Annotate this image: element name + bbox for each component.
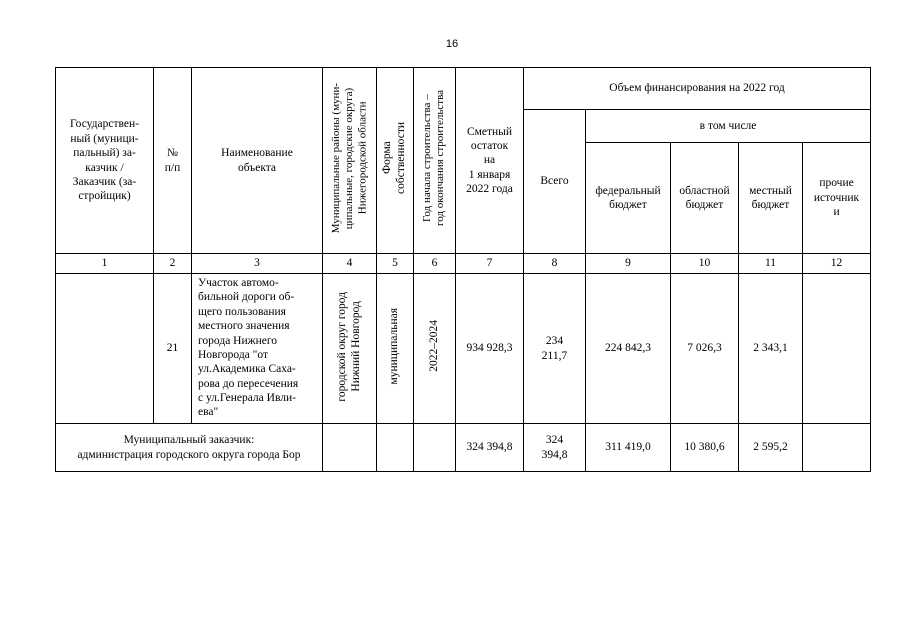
header-local <box>739 143 803 254</box>
row-other <box>803 274 871 424</box>
summary-federal: 311 419,0 <box>586 424 671 472</box>
row-district-text: городской округ город Нижний Новгород <box>335 291 362 402</box>
row-customer <box>56 274 154 424</box>
column-number: 11 <box>739 254 803 274</box>
header-regional-text: областной бюджет <box>679 184 730 211</box>
summary-total <box>524 424 586 472</box>
summary-local: 2 595,2 <box>739 424 803 472</box>
header-including <box>586 110 871 143</box>
column-number: 8 <box>524 254 586 274</box>
header-customer-text: Государствен- ный (муници- пальный) за- казчик / Заказчик (за- стройщик) <box>70 118 139 203</box>
row-total-text: 234 211,7 <box>541 335 568 362</box>
row-years-text: 2022–2024 <box>427 320 440 373</box>
header-object-name-text: Наименование объекта <box>221 147 293 174</box>
header-including-text: в том числе <box>699 119 757 132</box>
header-regional <box>671 143 739 254</box>
header-estimate-text: Сметный остаток на 1 января 2022 года <box>466 125 513 196</box>
financing-table <box>55 67 871 472</box>
header-ownership-text: Форма собственности <box>381 122 407 195</box>
header-federal <box>586 143 671 254</box>
column-number: 12 <box>803 254 871 274</box>
row-regional: 7 026,3 <box>671 274 739 424</box>
header-object-name <box>192 68 323 254</box>
column-number: 6 <box>414 254 456 274</box>
header-row-1 <box>56 68 871 110</box>
header-years <box>414 68 456 254</box>
summary-row <box>56 424 871 472</box>
column-number: 10 <box>671 254 739 274</box>
summary-other <box>803 424 871 472</box>
header-other <box>803 143 871 254</box>
summary-empty-cell <box>323 424 377 472</box>
summary-empty-cell <box>414 424 456 472</box>
header-num <box>154 68 192 254</box>
summary-total-text: 324 394,8 <box>541 434 568 461</box>
row-ownership-text: муниципальная <box>388 308 401 385</box>
summary-label <box>56 424 323 472</box>
column-number: 5 <box>377 254 414 274</box>
column-number: 9 <box>586 254 671 274</box>
header-num-text: № п/п <box>164 147 181 174</box>
summary-regional: 10 380,6 <box>671 424 739 472</box>
row-years <box>414 274 456 424</box>
header-customer <box>56 68 154 254</box>
header-other-text: прочие источник и <box>813 177 860 219</box>
header-districts-text: Муниципальные районы (муни- ципальные, городские округа) Нижегородской области <box>329 83 369 234</box>
header-funding <box>524 68 871 110</box>
header-years-text: Год начала строительства – год окончания строительства <box>421 90 447 227</box>
header-total <box>524 110 586 254</box>
column-number: 2 <box>154 254 192 274</box>
header-local-text: местный бюджет <box>749 184 792 211</box>
row-object-name-text: Участок автомо- бильной дороги об- щего пользования местного значения города Нижнего Новгорода "от ул.Академика Саха- рова до пересечения с ул.Генерала Ивли- ева" <box>198 277 299 419</box>
header-funding-text: Объем финансирования на 2022 год <box>609 82 785 95</box>
page-number: 16 <box>445 38 459 50</box>
header-districts <box>323 68 377 254</box>
table-row <box>56 274 871 424</box>
header-ownership <box>377 68 414 254</box>
header-federal-text: федеральный бюджет <box>595 184 661 211</box>
row-estimate: 934 928,3 <box>456 274 524 424</box>
row-object-name <box>192 274 323 424</box>
column-number: 4 <box>323 254 377 274</box>
row-ownership <box>377 274 414 424</box>
summary-estimate: 324 394,8 <box>456 424 524 472</box>
header-total-text: Всего <box>540 175 569 188</box>
column-number: 3 <box>192 254 323 274</box>
column-number: 1 <box>56 254 154 274</box>
row-local: 2 343,1 <box>739 274 803 424</box>
column-numbers-row <box>56 254 871 274</box>
row-district <box>323 274 377 424</box>
row-federal: 224 842,3 <box>586 274 671 424</box>
column-number: 7 <box>456 254 524 274</box>
row-num: 21 <box>154 274 192 424</box>
header-estimate <box>456 68 524 254</box>
summary-empty-cell <box>377 424 414 472</box>
summary-label-text: Муниципальный заказчик: администрация городского округа города Бор <box>77 434 301 461</box>
row-total <box>524 274 586 424</box>
